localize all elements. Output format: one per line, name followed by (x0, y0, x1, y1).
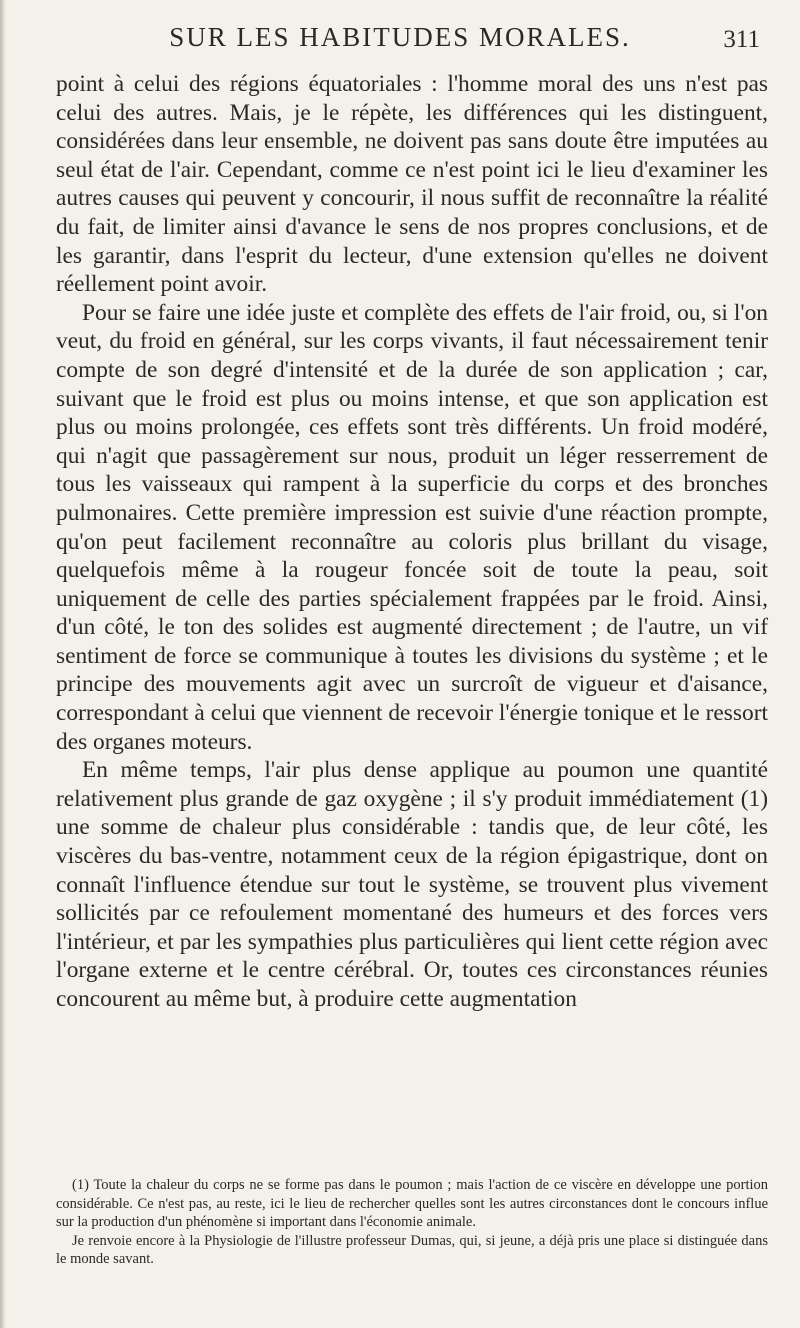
paragraph-dense-air: En même temps, l'air plus dense applique au poumon une quantité relativement plus grande de gaz oxygène ; il s'y produit immédiatement (1) une somme de chaleur plus considérable : tandis que, de leur côté, les viscères du bas-ventre, notamment ceux de la région épigastrique, dont on connaît l'influence étendue sur tout le système, se trouvent plus vivement sollicités par ce refoulement momentané des humeurs et des forces vers l'intérieur, et par les sympathies plus particulières qui lient cette région avec l'organe externe et le centre cérébral. Or, toutes ces circonstances réunies concourent au même but, à produire cette augmentation (56, 757, 768, 1012)
running-head (0, 18, 800, 58)
footnote-1: (1) Toute la chaleur du corps ne se forme pas dans le poumon ; mais l'action de ce viscère en développe une portion considérable. Ce n'est pas, au reste, ici le lieu de rechercher quelles sont les autres circonstances dont le concours influe sur la production d'un phénomène si important dans l'économie animale. (56, 1177, 768, 1230)
footnote-2: Je renvoie encore à la Physiologie de l'illustre professeur Dumas, qui, si jeune, a déjà pris une place si distinguée dans le monde savant. (56, 1232, 768, 1267)
running-title: SUR LES HABITUDES MORALES. (169, 22, 631, 52)
paragraph-continued: point à celui des régions équatoriales : l'homme moral des uns n'est pas celui des autres. Mais, je le répète, les différences qui les distinguent, considérées dans leur ensemble, ne doivent pas sans doute être imputées au seul état de l'air. Cependant, comme ce n'est point ici le lieu d'examiner les autres causes qui peuvent y concourir, il nous suffit de reconnaître la réalité du fait, de limiter ainsi d'avance le sens de nos propres conclusions, et de les garantir, dans l'esprit du lecteur, d'une extension qu'elles ne doivent réellement point avoir. (56, 71, 768, 298)
footnote (56, 1176, 768, 1269)
body-text (56, 70, 768, 1014)
page-edge-shadow (0, 0, 6, 1328)
paragraph-cold-air-effects: Pour se faire une idée juste et complète des effets de l'air froid, ou, si l'on veut, du froid en général, sur les corps vivants, il faut nécessairement tenir compte de son degré d'intensité et de la durée de son application ; car, suivant que le froid est plus ou moins intense, et que son application est plus ou moins prolongée, ces effets sont très différents. Un froid modéré, qui n'agit que passagèrement sur nous, produit un léger resserrement de tous les vaisseaux qui rampent à la superficie du corps et des bronches pulmonaires. Cette première impression est suivie d'une réaction prompte, qu'on peut facilement reconnaître au coloris plus brillant du visage, quelquefois même à la rougeur foncée soit de toute la peau, soit uniquement de celle des parties spécialement frappées par le froid. Ainsi, d'un côté, le ton des solides est augmenté directement ; de l'autre, un vif sentiment de force se communique à toutes les divisions du système ; et le principe des mouvements agit avec un surcroît de vigueur et d'aisance, correspondant à celui que viennent de recevoir l'énergie tonique et le ressort des organes moteurs. (56, 299, 768, 755)
page-number: 311 (723, 26, 760, 53)
